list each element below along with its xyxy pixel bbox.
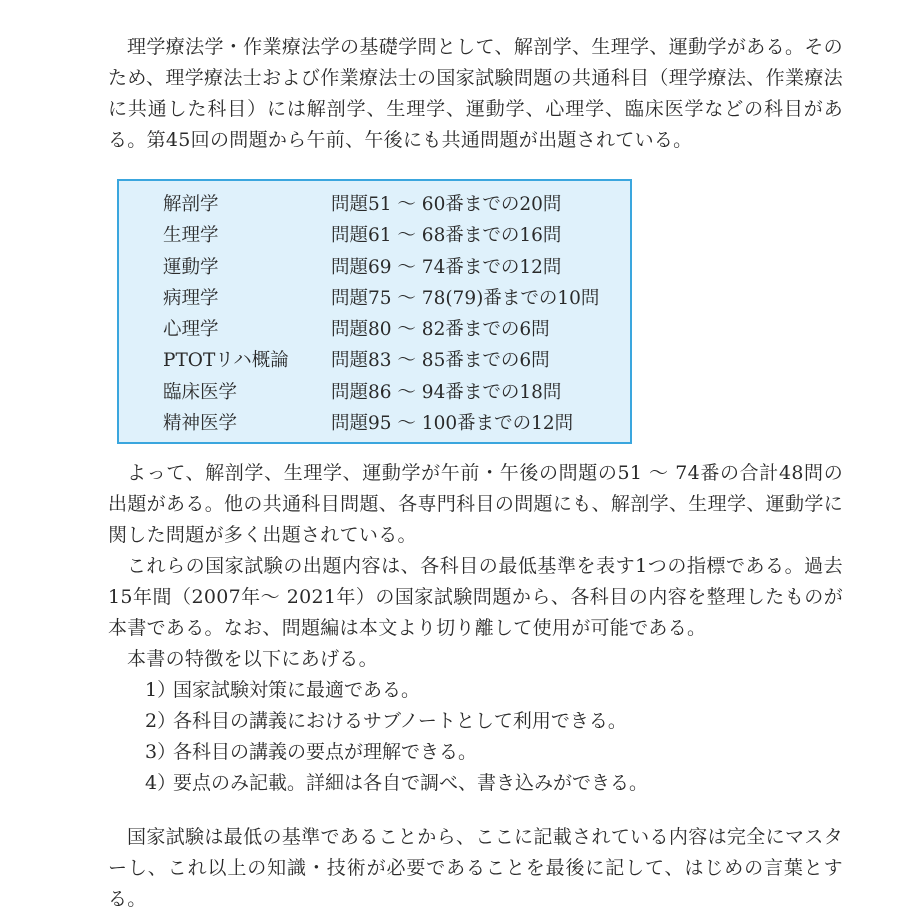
list-text: 各科目の講義におけるサブノートとして利用できる。 bbox=[173, 710, 627, 732]
subject-name: 解剖学 bbox=[163, 194, 219, 215]
paragraph-3: これらの国家試験の出題内容は、各科目の最低基準を表す1つの指標である。過去15年間（2007年～ 2021年）の国家試験問題から、各科目の内容を整理したものが本書である。なお、問題編は本文より切り離して使用が可能である。 bbox=[108, 555, 843, 639]
question-range: 問題51 ～ 60番までの20問 bbox=[331, 194, 562, 215]
list-item bbox=[145, 706, 843, 737]
document-page bbox=[108, 32, 843, 910]
question-range: 問題80 ～ 82番までの6問 bbox=[331, 319, 550, 341]
list-item bbox=[145, 768, 843, 799]
list-number: 4） bbox=[145, 772, 177, 794]
question-range: 問題69 ～ 74番までの12問 bbox=[331, 256, 562, 278]
question-range: 問題86 ～ 94番までの18問 bbox=[331, 381, 562, 403]
closing-paragraph-clip bbox=[108, 822, 843, 910]
paragraph-2: よって、解剖学、生理学、運動学が午前・午後の問題の51 ～ 74番の合計48問の出題がある。他の共通科目問題、各専門科目の問題にも、解剖学、生理学、運動学に関した問題が多く出題されている。 bbox=[108, 462, 843, 546]
intro-paragraph: 理学療法学・作業療法学の基礎学問として、解剖学、生理学、運動学がある。そのため、理学療法士および作業療法士の国家試験問題の共通科目（理学療法、作業療法に共通した科目）には解剖学、生理学、運動学、心理学、臨床医学などの科目がある。第45回の問題から午前、午後にも共通問題が出題されている。 bbox=[108, 36, 843, 151]
subject-name: PTOTリハ概論 bbox=[163, 350, 289, 372]
subject-row bbox=[163, 283, 630, 314]
question-range: 問題95 ～ 100番までの12問 bbox=[331, 413, 574, 435]
subject-row bbox=[163, 220, 630, 251]
subject-row bbox=[163, 314, 630, 345]
list-item bbox=[145, 737, 843, 768]
features-title: 本書の特徴を以下にあげる。 bbox=[127, 648, 378, 670]
subject-row bbox=[163, 252, 630, 283]
features-list bbox=[108, 675, 843, 799]
question-range: 問題83 ～ 85番までの6問 bbox=[331, 350, 550, 372]
subject-row bbox=[163, 189, 630, 220]
question-range: 問題75 ～ 78(79)番までの10問 bbox=[331, 287, 600, 309]
list-text: 各科目の講義の要点が理解できる。 bbox=[173, 741, 478, 763]
subject-name: 生理学 bbox=[163, 225, 219, 247]
question-range: 問題61 ～ 68番までの16問 bbox=[331, 225, 562, 247]
list-text: 国家試験対策に最適である。 bbox=[173, 679, 421, 701]
subject-row bbox=[163, 345, 630, 376]
list-number: 1） bbox=[145, 679, 177, 701]
subject-name: 心理学 bbox=[163, 319, 219, 341]
subjects-table-box bbox=[117, 179, 632, 444]
list-number: 3） bbox=[145, 741, 177, 763]
list-text: 要点のみ記載。詳細は各自で調べ、書き込みができる。 bbox=[173, 772, 649, 794]
subject-name: 運動学 bbox=[163, 256, 219, 278]
closing-paragraph: 国家試験は最低の基準であることから、ここに記載されている内容は完全にマスターし、これ以上の知識・技術が必要であることを最後に記して、はじめの言葉とする。 bbox=[108, 826, 843, 910]
subject-name: 病理学 bbox=[163, 287, 219, 309]
subject-row bbox=[163, 377, 630, 408]
list-item bbox=[145, 675, 843, 706]
subject-row bbox=[163, 408, 630, 439]
list-number: 2） bbox=[145, 710, 177, 732]
subject-name: 精神医学 bbox=[163, 413, 238, 435]
subject-name: 臨床医学 bbox=[163, 381, 238, 403]
